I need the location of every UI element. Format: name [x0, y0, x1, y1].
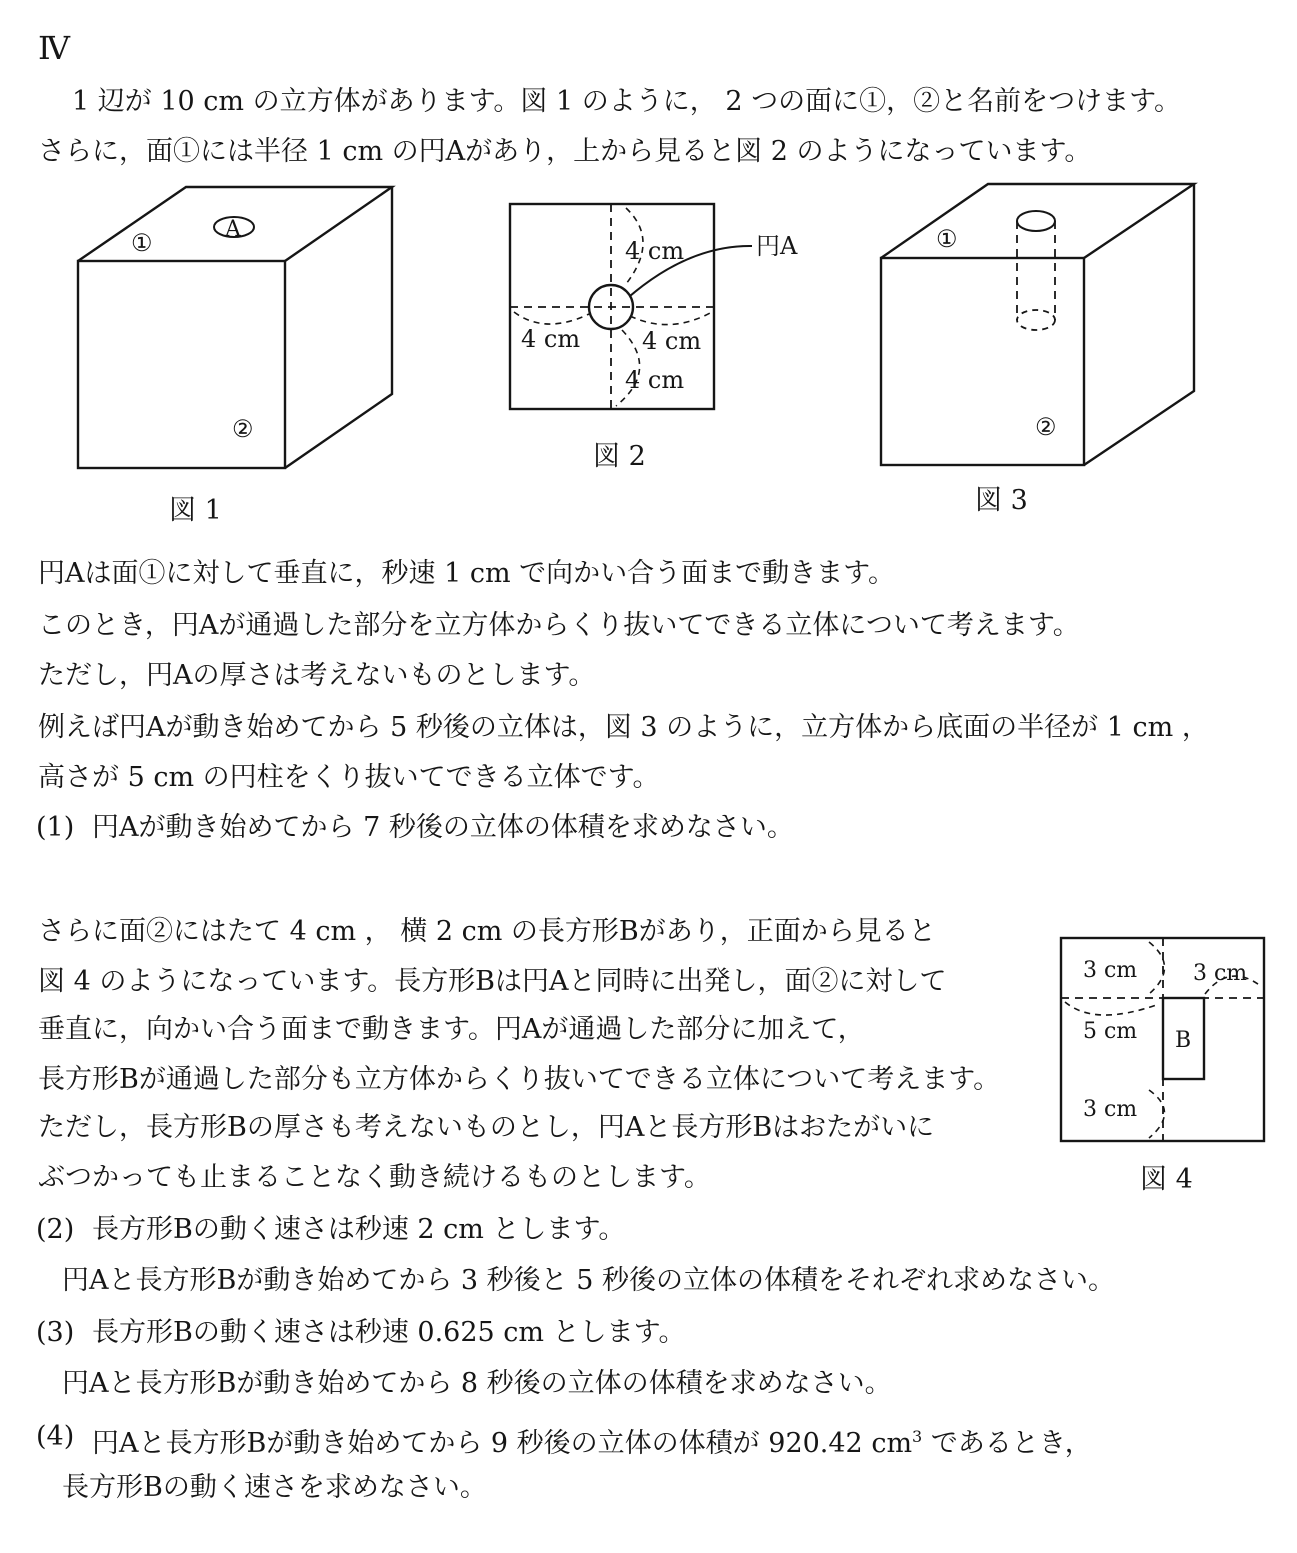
q4-line-1 [92, 1421, 1092, 1460]
part1-line-5: 高さが 5 cm の円柱をくり抜いてできる立体です。 [38, 762, 660, 793]
part2-line-4: 長方形Bが通過した部分も立方体からくり抜いてできる立体について考えます。 [38, 1064, 1001, 1095]
q2-line-2: 円Aと長方形Bが動き始めてから 3 秒後と 5 秒後の立体の体積をそれぞれ求めなさい。 [62, 1265, 1116, 1296]
part1-line-3: ただし，円Aの厚さは考えないものとします。 [38, 660, 596, 691]
q4-line-1-tail: であるとき， [922, 1428, 1092, 1459]
part1-line-4: 例えば円Aが動き始めてから 5 秒後の立体は，図 3 のように，立方体から底面の半径が 1 cm ， [38, 712, 1209, 743]
fig1-face1-label: ① [131, 229, 153, 257]
section-number: Ⅳ [38, 29, 70, 67]
part1-line-2: このとき，円Aが通過した部分を立方体からくり抜いてできる立体について考えます。 [38, 610, 1080, 641]
q4-number: (4) [36, 1421, 75, 1452]
figure-4-front-view [1055, 932, 1275, 1152]
fig2-caption: 図 2 [593, 441, 646, 472]
q1-text: 円Aが動き始めてから 7 秒後の立体の体積を求めなさい。 [92, 812, 794, 843]
fig1-face2-label: ② [232, 415, 254, 443]
q4-line-1-main: 円Aと長方形Bが動き始めてから 9 秒後の立体の体積が 920.42 cm [92, 1428, 913, 1459]
part1-line-1: 円Aは面①に対して垂直に，秒速 1 cm で向かい合う面まで動きます。 [38, 558, 895, 589]
part2-line-3: 垂直に，向かい合う面まで動きます。円Aが通過した部分に加えて， [38, 1014, 865, 1045]
q2-line-1: 長方形Bの動く速さは秒速 2 cm とします。 [92, 1214, 626, 1245]
fig4-dim-top-left: 3 cm [1083, 958, 1138, 983]
q3-line-1: 長方形Bの動く速さは秒速 0.625 cm とします。 [92, 1317, 686, 1348]
fig4-dim-left-mid: 5 cm [1083, 1019, 1138, 1044]
fig3-cylinder [1017, 211, 1055, 330]
fig4-caption: 図 4 [1140, 1164, 1193, 1195]
q4-unit-superscript: 3 [912, 1427, 923, 1446]
q1-number: (1) [36, 812, 75, 843]
fig1-caption: 図 1 [169, 495, 222, 526]
q3-line-2: 円Aと長方形Bが動き始めてから 8 秒後の立体の体積を求めなさい。 [62, 1368, 892, 1399]
intro-line-1: 1 辺が 10 cm の立方体があります。図 1 のように， 2 つの面に①，②と名前をつけます。 [72, 86, 1181, 117]
q4-line-2: 長方形Bの動く速さを求めなさい。 [62, 1472, 487, 1503]
fig3-caption: 図 3 [975, 485, 1028, 516]
fig4-dim-top-right: 3 cm [1193, 961, 1248, 986]
fig4-rect-b-label: B [1175, 1028, 1192, 1053]
fig2-dim-right: 4 cm [642, 327, 702, 355]
part2-line-1: さらに面②にはたて 4 cm ， 横 2 cm の長方形Bがあり，正面から見ると [38, 916, 936, 947]
figures-1-3 [0, 0, 1297, 540]
fig2-dim-bottom: 4 cm [625, 366, 685, 394]
fig2-dim-left: 4 cm [521, 325, 581, 353]
fig2-dim-top: 4 cm [625, 237, 685, 265]
fig3-face1-label: ① [936, 225, 958, 253]
fig4-dim-bottom: 3 cm [1083, 1097, 1138, 1122]
fig2-circle-callout: 円A [756, 232, 798, 260]
fig3-face2-label: ② [1035, 413, 1057, 441]
q3-number: (3) [36, 1317, 75, 1348]
part2-line-2: 図 4 のようになっています。長方形Bは円Aと同時に出発し，面②に対して [38, 966, 947, 997]
part2-line-6: ぶつかっても止まることなく動き続けるものとします。 [38, 1162, 711, 1193]
fig1-circle-a-label: A [225, 217, 241, 242]
part2-line-5: ただし，長方形Bの厚さも考えないものとし，円Aと長方形Bはおたがいに [38, 1112, 935, 1143]
q2-number: (2) [36, 1214, 75, 1245]
intro-line-2: さらに，面①には半径 1 cm の円Aがあり，上から見ると図 2 のようになっています。 [38, 136, 1092, 167]
